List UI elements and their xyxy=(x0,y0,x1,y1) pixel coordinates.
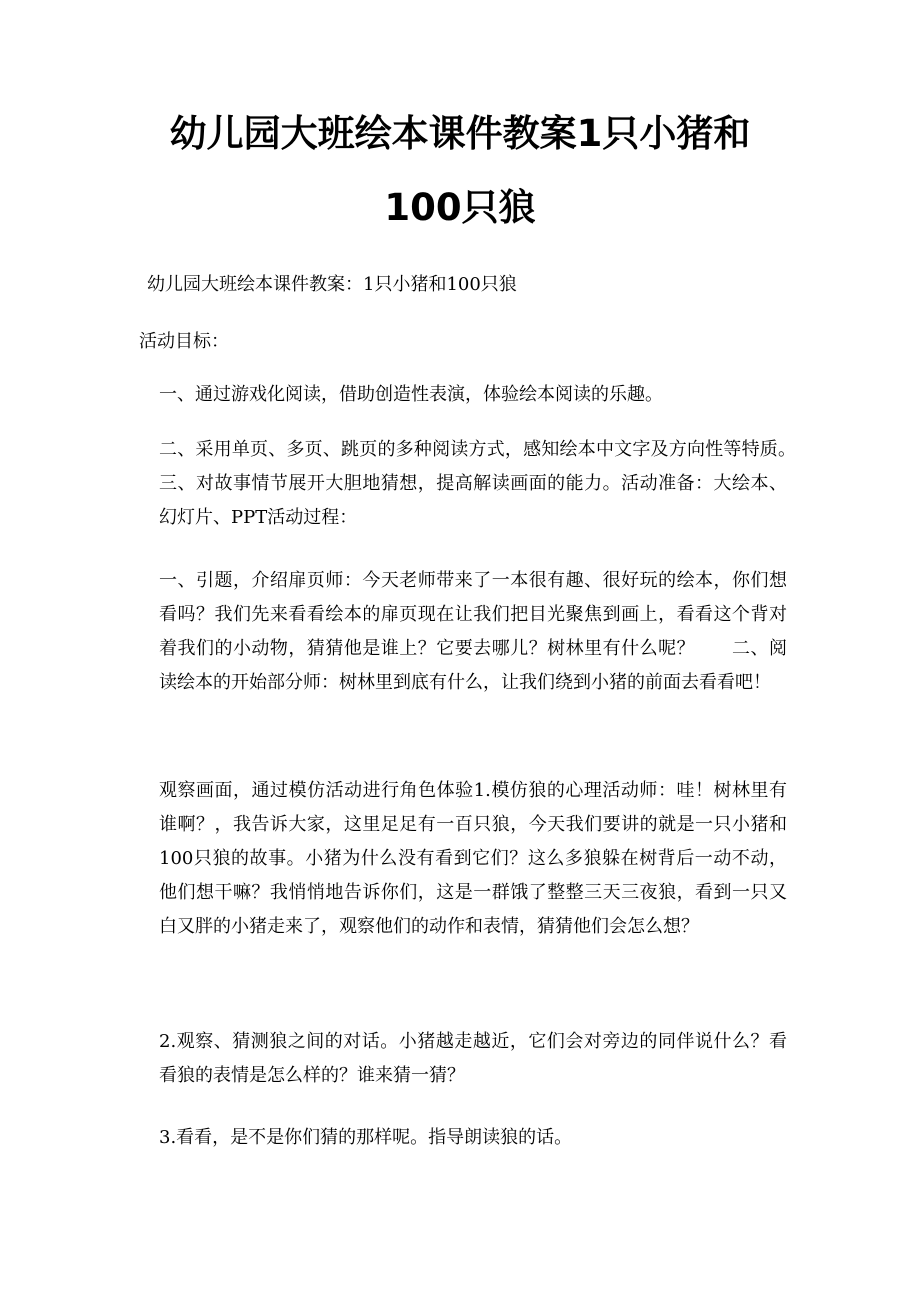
point-3-paragraph: 3.看看，是不是你们猜的那样呢。指导朗读狼的话。 xyxy=(159,1127,573,1148)
document-subtitle: 幼儿园大班绘本课件教案：1只小猪和100只狼 xyxy=(147,274,517,295)
goal-item-2-and-preparation: 二、采用单页、多页、跳页的多种阅读方式，感知绘本中文字及方向性等特质。 三、对故事情节展开大胆地猜想，提高解读画面的能力。活动准备：大绘本、幻灯片、PPT活动过程： xyxy=(159,439,823,528)
document-title-line-2: 100只狼 xyxy=(384,186,536,229)
observe-paragraph: 观察画面，通过模仿活动进行角色体验1.模仿狼的心理活动师：哇！树林里有谁啊？，我告诉大家，这里足足有一百只狼，今天我们要讲的就是一只小猪和100只狼的故事。小猪为什么没有看到它们？这么多狼躲在树背后一动不动，他们想干嘛？我悄悄地告诉你们，这是一群饿了整整三天三夜狼，看到一只又白又胖的小猪走来了，观察他们的动作和表情，猜猜他们会怎么想？ xyxy=(159,780,787,937)
goal-heading: 活动目标： xyxy=(139,331,229,352)
document-title-line-1: 幼儿园大班绘本课件教案1只小猪和 xyxy=(169,112,751,155)
process-intro-paragraph: 一、引题，介绍扉页师：今天老师带来了一本很有趣、很好玩的绘本，你们想看吗？我们先来看看绘本的扉页现在让我们把目光聚焦到画上，看看这个背对着我们的小动物，猜猜他是谁上？它要去哪儿？树林里有什么呢？ 二、阅读绘本的开始部分师：树林里到底有什么，让我们绕到小猪的前面去看看吧！ xyxy=(159,570,787,693)
goal-item-1: 一、通过游戏化阅读，借助创造性表演，体验绘本阅读的乐趣。 xyxy=(159,384,663,405)
point-2-paragraph: 2.观察、猜测狼之间的对话。小猪越走越近，它们会对旁边的同伴说什么？看看狼的表情是怎么样的？谁来猜一猜？ xyxy=(159,1031,787,1086)
